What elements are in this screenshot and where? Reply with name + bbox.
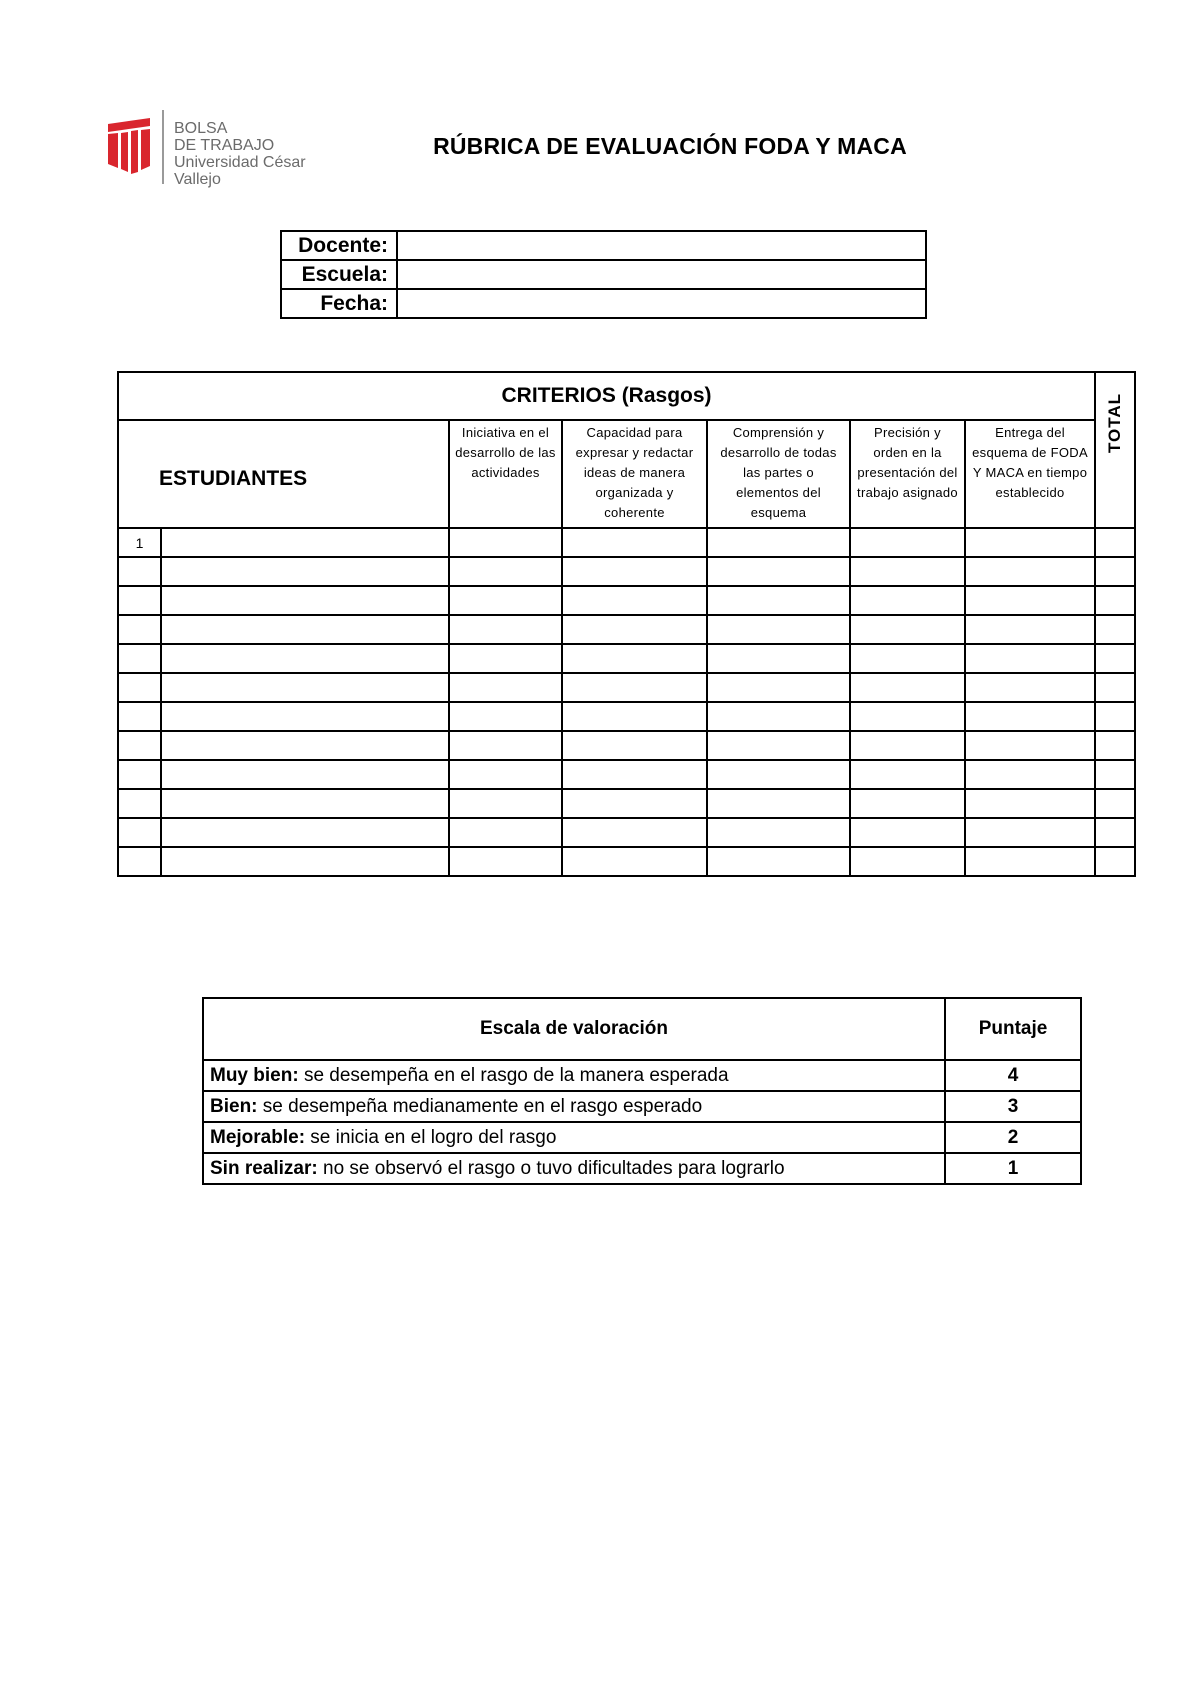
scale-term: Muy bien: bbox=[210, 1064, 299, 1086]
student-number bbox=[118, 731, 161, 760]
student-row bbox=[118, 673, 1135, 702]
total-heading: TOTAL bbox=[1105, 392, 1125, 454]
student-number bbox=[118, 586, 161, 615]
student-number bbox=[118, 673, 161, 702]
student-row bbox=[118, 644, 1135, 673]
score-cell-criterion-5[interactable] bbox=[965, 847, 1095, 876]
student-number bbox=[118, 615, 161, 644]
scale-score: 3 bbox=[945, 1091, 1081, 1122]
scale-score: 2 bbox=[945, 1122, 1081, 1153]
scale-row bbox=[203, 1060, 1081, 1091]
scale-term: Bien: bbox=[210, 1095, 258, 1117]
scale-heading: Escala de valoración bbox=[203, 998, 945, 1060]
score-cell-criterion-1[interactable] bbox=[449, 731, 562, 760]
score-cell-criterion-2[interactable] bbox=[562, 615, 707, 644]
score-cell-criterion-3[interactable] bbox=[707, 847, 850, 876]
score-cell-criterion-4[interactable] bbox=[850, 760, 965, 789]
score-cell-criterion-4[interactable] bbox=[850, 789, 965, 818]
score-cell-criterion-2[interactable] bbox=[562, 673, 707, 702]
score-cell-criterion-5[interactable] bbox=[965, 615, 1095, 644]
score-cell-criterion-4[interactable] bbox=[850, 644, 965, 673]
student-number bbox=[118, 702, 161, 731]
score-cell-criterion-1[interactable] bbox=[449, 789, 562, 818]
student-name-cell[interactable] bbox=[161, 673, 449, 702]
scale-row bbox=[203, 1122, 1081, 1153]
score-cell-criterion-5[interactable] bbox=[965, 760, 1095, 789]
criterion-3: Comprensión y desarrollo de todas las partes o elementos del esquema bbox=[707, 420, 850, 528]
total-cell[interactable] bbox=[1095, 586, 1135, 615]
student-name-cell[interactable] bbox=[161, 731, 449, 760]
scale-description bbox=[203, 1060, 945, 1091]
score-cell-criterion-1[interactable] bbox=[449, 586, 562, 615]
rating-scale-table bbox=[202, 997, 1082, 1185]
score-cell-criterion-5[interactable] bbox=[965, 586, 1095, 615]
score-cell-criterion-5[interactable] bbox=[965, 557, 1095, 586]
score-cell-criterion-5[interactable] bbox=[965, 673, 1095, 702]
student-row bbox=[118, 818, 1135, 847]
total-cell[interactable] bbox=[1095, 702, 1135, 731]
score-cell-criterion-3[interactable] bbox=[707, 760, 850, 789]
score-cell-criterion-1[interactable] bbox=[449, 818, 562, 847]
score-cell-criterion-4[interactable] bbox=[850, 847, 965, 876]
fecha-label: Fecha: bbox=[281, 289, 397, 318]
header-fields-table bbox=[280, 230, 927, 319]
criterion-1: Iniciativa en el desarrollo de las actividades bbox=[449, 420, 562, 528]
score-cell-criterion-4[interactable] bbox=[850, 673, 965, 702]
score-cell-criterion-3[interactable] bbox=[707, 731, 850, 760]
criteria-header-row bbox=[118, 372, 1135, 420]
score-cell-criterion-4[interactable] bbox=[850, 557, 965, 586]
score-cell-criterion-1[interactable] bbox=[449, 847, 562, 876]
student-number bbox=[118, 760, 161, 789]
students-heading: ESTUDIANTES bbox=[118, 420, 449, 528]
criteria-heading: CRITERIOS (Rasgos) bbox=[118, 372, 1095, 420]
student-number: 1 bbox=[118, 528, 161, 557]
score-cell-criterion-2[interactable] bbox=[562, 731, 707, 760]
scale-term: Mejorable: bbox=[210, 1126, 306, 1148]
rubric-table bbox=[117, 371, 1136, 877]
score-cell-criterion-3[interactable] bbox=[707, 528, 850, 557]
score-cell-criterion-4[interactable] bbox=[850, 818, 965, 847]
total-cell[interactable] bbox=[1095, 615, 1135, 644]
student-name-cell[interactable] bbox=[161, 644, 449, 673]
student-row bbox=[118, 731, 1135, 760]
docente-row bbox=[281, 231, 926, 260]
student-name-cell[interactable] bbox=[161, 702, 449, 731]
score-cell-criterion-5[interactable] bbox=[965, 528, 1095, 557]
score-cell-criterion-3[interactable] bbox=[707, 615, 850, 644]
student-name-cell[interactable] bbox=[161, 818, 449, 847]
fecha-field[interactable] bbox=[397, 289, 926, 318]
student-number bbox=[118, 847, 161, 876]
student-number bbox=[118, 789, 161, 818]
score-cell-criterion-4[interactable] bbox=[850, 731, 965, 760]
document-title: RÚBRICA DE EVALUACIÓN FODA Y MACA bbox=[433, 133, 907, 159]
student-row bbox=[118, 760, 1135, 789]
score-cell-criterion-4[interactable] bbox=[850, 528, 965, 557]
student-name-cell[interactable] bbox=[161, 847, 449, 876]
student-name-cell[interactable] bbox=[161, 615, 449, 644]
logo-line-1: BOLSA bbox=[174, 120, 228, 137]
total-cell[interactable] bbox=[1095, 760, 1135, 789]
score-cell-criterion-2[interactable] bbox=[562, 644, 707, 673]
escuela-label: Escuela: bbox=[281, 260, 397, 289]
score-cell-criterion-2[interactable] bbox=[562, 557, 707, 586]
score-cell-criterion-1[interactable] bbox=[449, 644, 562, 673]
scale-desc: no se observó el rasgo o tuvo dificultades para lograrlo bbox=[317, 1157, 785, 1179]
student-name-cell[interactable] bbox=[161, 586, 449, 615]
score-cell-criterion-5[interactable] bbox=[965, 644, 1095, 673]
score-cell-criterion-1[interactable] bbox=[449, 702, 562, 731]
student-row bbox=[118, 789, 1135, 818]
score-cell-criterion-1[interactable] bbox=[449, 557, 562, 586]
criteria-row bbox=[118, 420, 1135, 528]
student-row bbox=[118, 847, 1135, 876]
score-cell-criterion-2[interactable] bbox=[562, 528, 707, 557]
docente-field[interactable] bbox=[397, 231, 926, 260]
total-cell[interactable] bbox=[1095, 528, 1135, 557]
score-cell-criterion-4[interactable] bbox=[850, 702, 965, 731]
student-name-cell[interactable] bbox=[161, 528, 449, 557]
score-cell-criterion-3[interactable] bbox=[707, 702, 850, 731]
total-cell[interactable] bbox=[1095, 731, 1135, 760]
scale-description bbox=[203, 1122, 945, 1153]
score-cell-criterion-2[interactable] bbox=[562, 847, 707, 876]
score-cell-criterion-5[interactable] bbox=[965, 818, 1095, 847]
score-cell-criterion-3[interactable] bbox=[707, 818, 850, 847]
score-cell-criterion-2[interactable] bbox=[562, 702, 707, 731]
scale-term: Sin realizar: bbox=[210, 1157, 318, 1179]
fecha-row bbox=[281, 289, 926, 318]
score-cell-criterion-1[interactable] bbox=[449, 528, 562, 557]
score-cell-criterion-2[interactable] bbox=[562, 789, 707, 818]
criterion-2: Capacidad para expresar y redactar ideas de manera organizada y coherente bbox=[562, 420, 707, 528]
criterion-5: Entrega del esquema de FODA Y MACA en tiempo establecido bbox=[965, 420, 1095, 528]
escuela-field[interactable] bbox=[397, 260, 926, 289]
score-cell-criterion-1[interactable] bbox=[449, 615, 562, 644]
score-cell-criterion-2[interactable] bbox=[562, 818, 707, 847]
score-cell-criterion-3[interactable] bbox=[707, 673, 850, 702]
docente-label: Docente: bbox=[281, 231, 397, 260]
student-name-cell[interactable] bbox=[161, 557, 449, 586]
scale-header-row bbox=[203, 998, 1081, 1060]
score-cell-criterion-3[interactable] bbox=[707, 644, 850, 673]
score-cell-criterion-2[interactable] bbox=[562, 760, 707, 789]
score-cell-criterion-3[interactable] bbox=[707, 586, 850, 615]
total-heading-cell bbox=[1095, 372, 1135, 528]
student-row bbox=[118, 702, 1135, 731]
student-number bbox=[118, 818, 161, 847]
student-row bbox=[118, 615, 1135, 644]
scale-score: 1 bbox=[945, 1153, 1081, 1184]
student-name-cell[interactable] bbox=[161, 760, 449, 789]
scale-row bbox=[203, 1091, 1081, 1122]
total-cell[interactable] bbox=[1095, 847, 1135, 876]
student-number bbox=[118, 644, 161, 673]
score-cell-criterion-1[interactable] bbox=[449, 673, 562, 702]
total-cell[interactable] bbox=[1095, 557, 1135, 586]
student-row bbox=[118, 586, 1135, 615]
score-cell-criterion-3[interactable] bbox=[707, 789, 850, 818]
student-row bbox=[118, 557, 1135, 586]
total-cell[interactable] bbox=[1095, 818, 1135, 847]
scale-row bbox=[203, 1153, 1081, 1184]
scale-desc: se desempeña medianamente en el rasgo esperado bbox=[257, 1095, 703, 1117]
criterion-4: Precisión y orden en la presentación del trabajo asignado bbox=[850, 420, 965, 528]
score-cell-criterion-2[interactable] bbox=[562, 586, 707, 615]
scale-desc: se inicia en el logro del rasgo bbox=[305, 1126, 557, 1148]
scale-rows bbox=[203, 1060, 1081, 1184]
total-cell[interactable] bbox=[1095, 644, 1135, 673]
total-cell[interactable] bbox=[1095, 789, 1135, 818]
score-cell-criterion-4[interactable] bbox=[850, 586, 965, 615]
score-cell-criterion-5[interactable] bbox=[965, 731, 1095, 760]
score-cell-criterion-5[interactable] bbox=[965, 702, 1095, 731]
scale-score: 4 bbox=[945, 1060, 1081, 1091]
student-row bbox=[118, 528, 1135, 557]
score-heading: Puntaje bbox=[945, 998, 1081, 1060]
scale-description bbox=[203, 1153, 945, 1184]
scale-desc: se desempeña en el rasgo de la manera esperada bbox=[298, 1064, 729, 1086]
score-cell-criterion-3[interactable] bbox=[707, 557, 850, 586]
scale-description bbox=[203, 1091, 945, 1122]
score-cell-criterion-4[interactable] bbox=[850, 615, 965, 644]
student-rows bbox=[118, 528, 1135, 876]
student-number bbox=[118, 557, 161, 586]
score-cell-criterion-1[interactable] bbox=[449, 760, 562, 789]
student-name-cell[interactable] bbox=[161, 789, 449, 818]
logo-line-3: Universidad César Vallejo bbox=[174, 154, 306, 188]
total-cell[interactable] bbox=[1095, 673, 1135, 702]
score-cell-criterion-5[interactable] bbox=[965, 789, 1095, 818]
escuela-row bbox=[281, 260, 926, 289]
logo-line-2: DE TRABAJO bbox=[174, 137, 275, 154]
